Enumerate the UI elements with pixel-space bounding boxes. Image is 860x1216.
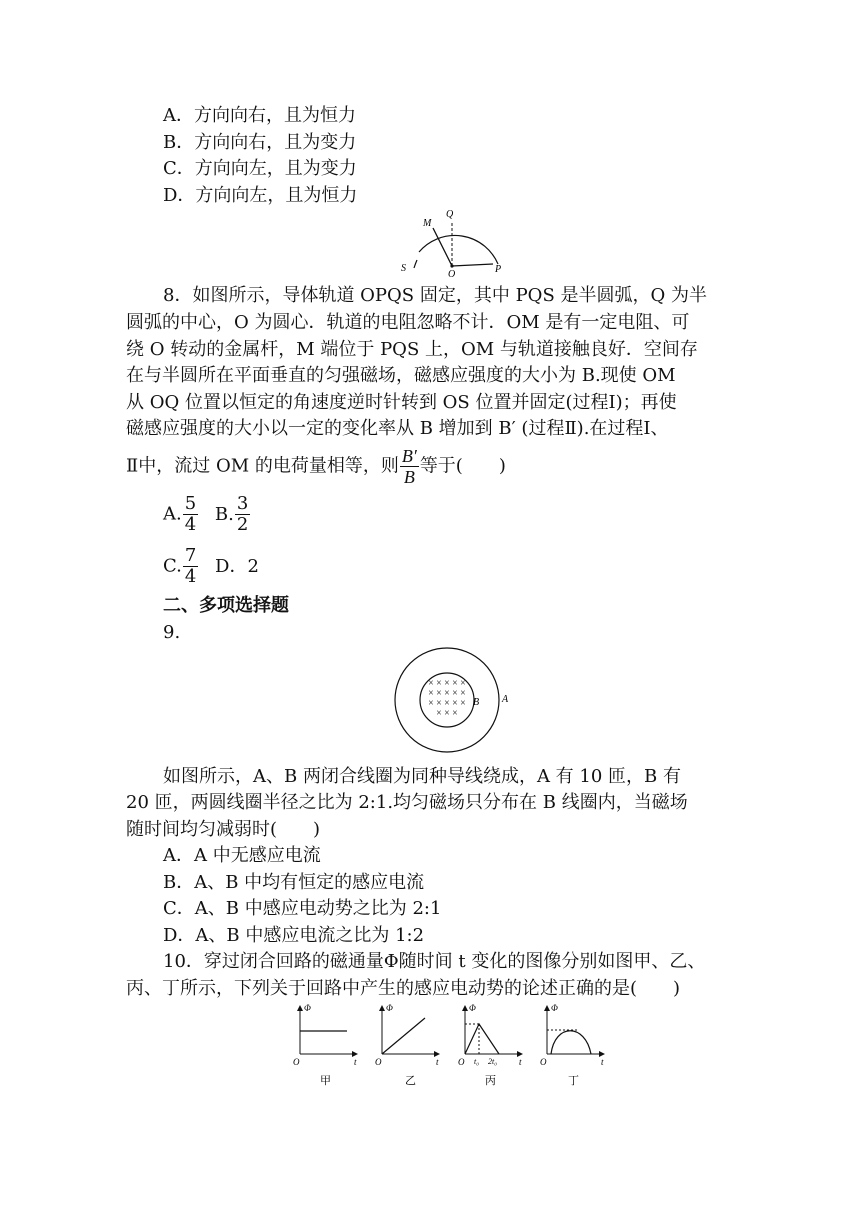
q9-option-b: B．A、B 中均有恒定的感应电流 — [163, 872, 425, 893]
q8-option-c-fraction: $\frac{7}{4}$ — [184, 545, 197, 587]
field-cross-mark: × — [444, 698, 450, 709]
q9-stem-line-2: 20 匝，两圆线圈半径之比为 2:1.均匀磁场只分布在 B 线圈内，当磁场 — [126, 792, 688, 813]
q7-option-b: B．方向向右，且为变力 — [163, 132, 357, 153]
svg-text:O: O — [375, 1057, 382, 1067]
graph-bing — [458, 1003, 522, 1087]
q8-line7-after: 等于( ) — [419, 455, 506, 477]
label-s: S — [401, 263, 406, 274]
field-cross-mark: × — [460, 698, 466, 709]
svg-text:t: t — [601, 1057, 604, 1067]
svg-text:O: O — [540, 1057, 547, 1067]
q8-options-ab: A. $\frac{5}{4}$ B. $\frac{3}{2}$ — [163, 493, 249, 535]
field-cross-mark: × — [428, 678, 434, 689]
label-b: B — [473, 697, 480, 708]
section-title: 二、多项选择题 — [163, 595, 289, 616]
svg-text:Φ: Φ — [551, 1003, 558, 1013]
graph-ding — [540, 1003, 604, 1087]
svg-text:Φ: Φ — [386, 1003, 393, 1013]
label-a: A — [502, 694, 509, 705]
q8-option-a-fraction: $\frac{5}{4}$ — [184, 493, 197, 535]
field-cross-mark: × — [444, 678, 450, 689]
field-cross-mark: × — [444, 708, 450, 719]
q9-coils-figure — [385, 642, 525, 757]
svg-text:t: t — [354, 1057, 357, 1067]
q10-stem-line-2: 丙、丁所示，下列关于回路中产生的感应电动势的论述正确的是( ) — [126, 978, 681, 999]
q8-options-cd: C. $\frac{7}{4}$ D．2 — [163, 545, 259, 587]
svg-text:丁: 丁 — [568, 1075, 579, 1087]
graph-jia — [293, 1003, 357, 1087]
q8-option-b-fraction: $\frac{3}{2}$ — [236, 493, 249, 535]
field-cross-mark: × — [452, 678, 458, 689]
svg-text:Φ: Φ — [304, 1003, 311, 1013]
svg-text:乙: 乙 — [405, 1075, 416, 1087]
q9-stem-line-3: 随时间均匀减弱时( ) — [126, 819, 321, 840]
q9-option-a: A．A 中无感应电流 — [163, 845, 321, 866]
svg-text:O: O — [458, 1057, 465, 1067]
label-o: O — [448, 269, 456, 278]
q8-stem-line-6: 磁感应强度的大小以一定的变化率从 B 增加到 B′ (过程Ⅱ).在过程Ⅰ、 — [126, 418, 669, 439]
q9-stem-line-1: 如图所示，A、B 两闭合线圈为同种导线绕成，A 有 10 匝，B 有 — [163, 766, 681, 787]
q8-stem-line-5: 从 OQ 位置以恒定的角速度逆时针转到 OS 位置并固定(过程Ⅰ)；再使 — [126, 392, 677, 413]
label-p: P — [495, 264, 502, 275]
svg-text:甲: 甲 — [320, 1075, 331, 1087]
q7-option-c: C．方向向左，且为变力 — [163, 158, 357, 179]
q8-line7-before: Ⅱ中，流过 OM 的电荷量相等，则 — [126, 455, 399, 477]
field-cross-mark: × — [452, 688, 458, 699]
svg-text:2t₀: 2t₀ — [488, 1057, 498, 1066]
q7-option-a: A．方向向右，且为恒力 — [163, 105, 356, 126]
q8-stem-line-4: 在与半圆所在平面垂直的匀强磁场，磁感应强度的大小为 B.现使 OM — [126, 365, 676, 386]
field-cross-mark: × — [428, 698, 434, 709]
q8-ratio-fraction: $\frac{B'}{B}$ — [401, 446, 417, 487]
q8-stem-line-1: 8．如图所示，导体轨道 OPQS 固定，其中 PQS 是半圆弧，Q 为半 — [163, 285, 707, 306]
field-cross-mark: × — [436, 678, 442, 689]
field-cross-mark: × — [444, 688, 450, 699]
field-cross-mark: × — [460, 678, 466, 689]
label-m: M — [423, 218, 432, 229]
q9-option-d: D．A、B 中感应电流之比为 1:2 — [163, 925, 425, 946]
q8-semicircle-figure — [395, 206, 515, 278]
field-cross-mark: × — [436, 688, 442, 699]
field-cross-mark: × — [436, 698, 442, 709]
svg-text:丙: 丙 — [485, 1075, 496, 1087]
label-q: Q — [446, 209, 454, 220]
q8-stem-line-7 — [126, 446, 506, 487]
q7-option-d: D．方向向左，且为恒力 — [163, 185, 358, 206]
graph-yi — [375, 1003, 439, 1087]
q8-stem-line-2: 圆弧的中心，O 为圆心．轨道的电阻忽略不计．OM 是有一定电阻、可 — [126, 312, 690, 333]
field-cross-mark: × — [436, 708, 442, 719]
svg-text:t: t — [436, 1057, 439, 1067]
q10-flux-graphs — [285, 998, 625, 1090]
field-cross-mark: × — [452, 708, 458, 719]
q9-option-c: C．A、B 中感应电动势之比为 2:1 — [163, 898, 442, 919]
svg-text:O: O — [293, 1057, 300, 1067]
q8-stem-line-3: 绕 O 转动的金属杆，M 端位于 PQS 上，OM 与轨道接触良好．空间存 — [126, 339, 698, 360]
svg-text:t₀: t₀ — [474, 1057, 480, 1066]
q10-stem-line-1: 10．穿过闭合回路的磁通量Φ随时间 t 变化的图像分别如图甲、乙、 — [163, 951, 706, 972]
field-cross-mark: × — [452, 698, 458, 709]
svg-text:t: t — [519, 1057, 522, 1067]
q9-number: 9. — [163, 622, 181, 643]
field-cross-mark: × — [460, 688, 466, 699]
svg-text:Φ: Φ — [469, 1003, 476, 1013]
field-cross-mark: × — [428, 688, 434, 699]
